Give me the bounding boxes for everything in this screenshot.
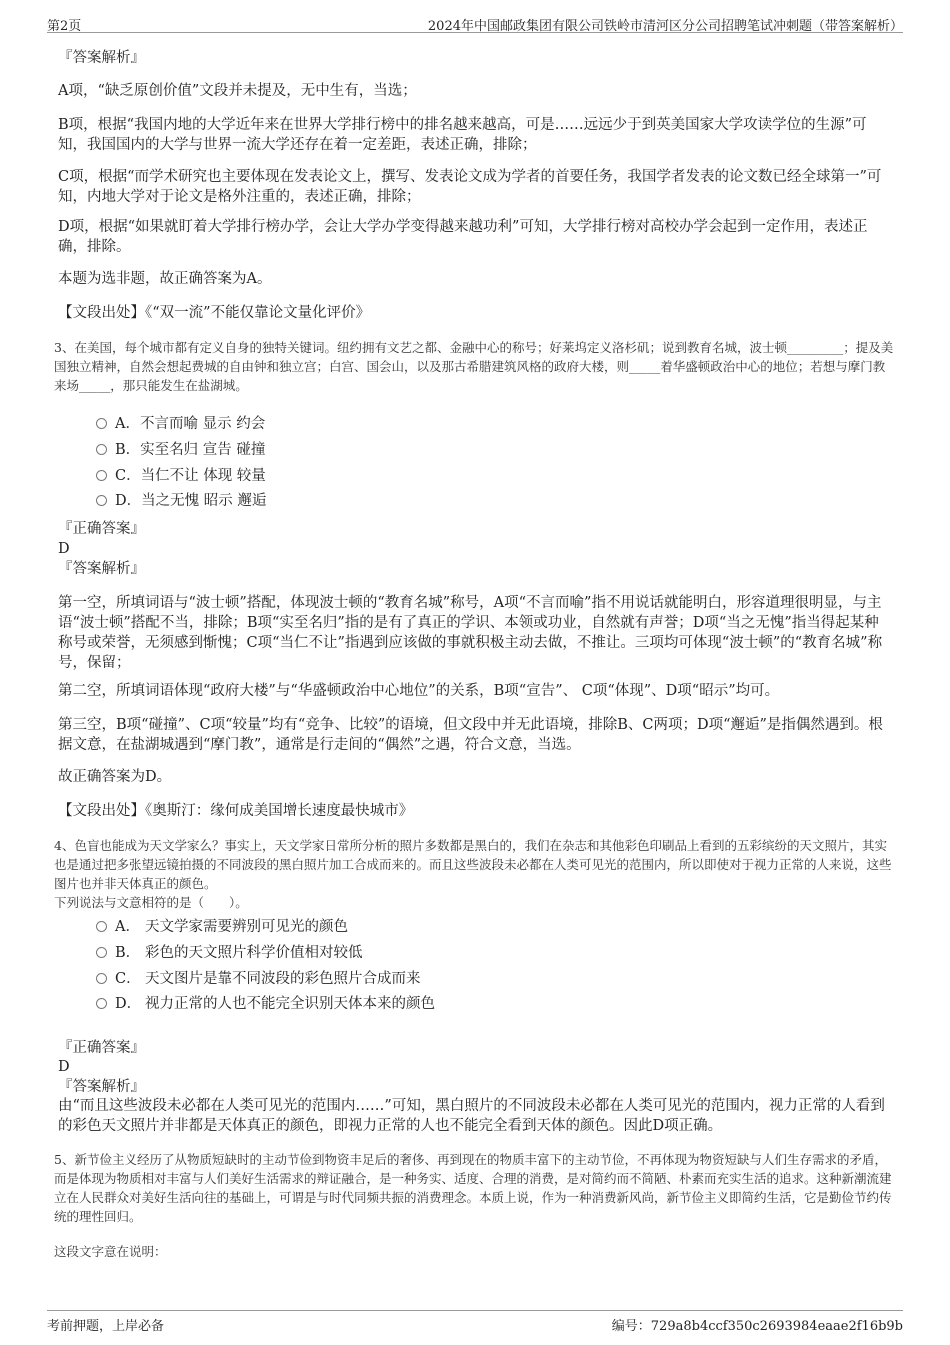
q4-option-a-text: 天文学家需要辨别可见光的颜色: [145, 919, 348, 935]
q2-analysis-label: 『答案解析』: [58, 50, 145, 66]
q4-option-b[interactable]: [96, 942, 363, 964]
q3-option-a-label: A．不言而喻 显示 约会: [115, 416, 266, 432]
radio-icon[interactable]: [96, 470, 107, 481]
footer-slogan: 考前押题，上岸必备: [47, 1319, 165, 1334]
q4-option-c-text: 天文图片是靠不同波段的彩色照片合成而来: [145, 971, 421, 987]
q3-stem: 3、在美国，每个城市都有定义自身的独特关键词。纽约拥有文艺之都、金融中心的称号；好莱坞定义洛杉矶；说到教育名城，波士顿_________；提及美国独立精神，自然会想起费城的自由钟和独立宫；白宫、国会山，以及那古希腊建筑风格的政府大楼，则_____着华盛顿政治中心的地位；若想与摩门教来场_____，那只能发生在盐湖城。: [54, 340, 894, 393]
q5-prompt: 这段文字意在说明：: [54, 1244, 167, 1259]
q3-analysis-label: 『答案解析』: [58, 561, 145, 577]
q4-stem: 4、色盲也能成为天文学家么？事实上，天文学家日常所分析的照片多数都是黑白的，我们在杂志和其他彩色印刷品上看到的五彩缤纷的天文照片，其实也是通过把多张望远镜拍摄的不同波段的黑白照片加工合成而来的。而且这些波段未必都在人类可见光的范围内，所以即使对于视力正常的人来说，这些图片也并非天体真正的颜色。: [54, 838, 892, 891]
document-title: 2024年中国邮政集团有限公司铁岭市清河区分公司招聘笔试冲刺题（带答案解析）: [427, 19, 903, 34]
q3-answer: D: [58, 541, 70, 557]
q4-option-b-letter: B．: [115, 945, 141, 961]
q2-analysis-d: D项，根据“如果就盯着大学排行榜办学，会让大学办学变得越来越功利”可知，大学排行榜对高校办学会起到一定作用，表述正确，排除。: [58, 219, 868, 255]
q3-option-b[interactable]: [96, 439, 265, 461]
q4-answer-label: 『正确答案』: [58, 1040, 145, 1056]
q3-answer-label: 『正确答案』: [58, 521, 145, 537]
radio-icon[interactable]: [96, 495, 107, 506]
q3-option-a[interactable]: [96, 413, 265, 435]
radio-icon[interactable]: [96, 973, 107, 984]
radio-icon[interactable]: [96, 998, 107, 1009]
q4-option-a[interactable]: [96, 916, 348, 938]
q3-option-c[interactable]: [96, 465, 266, 487]
q3-conclusion: 故正确答案为D。: [58, 769, 172, 785]
q4-prompt: 下列说法与文意相符的是（ ）。: [54, 895, 248, 910]
radio-icon[interactable]: [96, 444, 107, 455]
footer-serial: 编号：729a8b4ccf350c2693984eaae2f16b9b: [611, 1319, 903, 1334]
q3-option-d[interactable]: [96, 490, 266, 512]
q4-option-a-letter: A．: [115, 919, 140, 935]
page-footer: [47, 1310, 903, 1333]
q3-option-b-label: B．实至名归 宣告 碰撞: [115, 442, 266, 458]
page-number: 第2页: [47, 19, 82, 34]
q4-option-b-text: 彩色的天文照片科学价值相对较低: [145, 945, 363, 961]
q3-analysis-p1: 第一空，所填词语与“波士顿”搭配，体现波士顿的“教育名城”称号，A项“不言而喻”指不用说话就能明白，形容道理很明显，与主语“波士顿”搭配不当，排除；B项“实至名归”指的是有了真正的学识、本领或功业，自然就有声誉；D项“当之无愧”指当得起某种称号或荣誉，无须感到惭愧；C项“当仁不让”指遇到应该做的事就积极主动去做，不推让。三项均可体现“波士顿”的“教育名城”称号，保留；: [58, 595, 883, 671]
q3-source: 【文段出处】《奥斯汀：缘何成美国增长速度最快城市》: [58, 803, 414, 819]
q4-answer: D: [58, 1059, 70, 1075]
q4-option-d-letter: D．: [115, 996, 142, 1012]
q3-option-d-label: D．当之无愧 昭示 邂逅: [115, 493, 267, 509]
q2-analysis-c: C项，根据“而学术研究也主要体现在发表论文上，撰写、发表论文成为学者的首要任务，我国学者发表的论文数已经全球第一”可知，内地大学对于论文是格外注重的，表述正确，排除；: [58, 169, 882, 205]
q2-analysis-b: B项，根据“我国内地的大学近年来在世界大学排行榜中的排名越来越高，可是……远远少于到英美国家大学攻读学位的生源”可知，我国国内的大学与世界一流大学还存在着一定差距，表述正确，排除；: [58, 117, 867, 153]
q4-option-c-letter: C．: [115, 971, 141, 987]
q4-analysis: 由“而且这些波段未必都在人类可见光的范围内……”可知，黑白照片的不同波段未必都在人类可见光的范围内，视力正常的人看到的彩色天文照片并非都是天体真正的颜色，即视力正常的人也不能完全看到天体的颜色。因此D项正确。: [58, 1098, 885, 1134]
q4-option-d-text: 视力正常的人也不能完全识别天体本来的颜色: [145, 996, 435, 1012]
q5-stem: 5、新节俭主义经历了从物质短缺时的主动节俭到物资丰足后的奢侈、再到现在的物质丰富下的主动节俭，不再体现为物资短缺与人们生存需求的矛盾，而是体现为物质相对丰富与人们美好生活需求的辩证融合，是一种务实、适度、合理的消费，是对简约而不简陋、朴素而充实生活的追求。这种新潮流建立在人民群众对美好生活向往的基础上，可谓是与时代同频共振的消费理念。本质上说，作为一种消费新风尚，新节俭主义即简约生活，它是勤俭节约传统的理性回归。: [54, 1152, 892, 1224]
q3-analysis-p2: 第二空，所填词语体现“政府大楼”与“华盛顿政治中心地位”的关系，B项“宣告”、 C项“体现”、D项“昭示”均可。: [58, 683, 780, 699]
q4-analysis-label: 『答案解析』: [58, 1079, 145, 1095]
radio-icon[interactable]: [96, 418, 107, 429]
q2-conclusion: 本题为选非题，故正确答案为A。: [58, 271, 272, 287]
radio-icon[interactable]: [96, 921, 107, 932]
q4-option-c[interactable]: [96, 968, 421, 990]
page-header: [47, 12, 903, 33]
q2-source: 【文段出处】《“双一流”不能仅靠论文量化评价》: [58, 305, 371, 321]
q3-option-c-label: C．当仁不让 体现 较量: [115, 468, 266, 484]
radio-icon[interactable]: [96, 947, 107, 958]
q2-analysis-a: A项，“缺乏原创价值”文段并未提及，无中生有，当选；: [58, 83, 417, 99]
q3-analysis-p3: 第三空，B项“碰撞”、C项“较量”均有“竞争、比较”的语境，但文段中并无此语境，排除B、C两项；D项“邂逅”是指偶然遇到。根据文意，在盐湖城遇到“摩门教”，通常是行走间的“偶然”之遇，符合文意，当选。: [58, 717, 883, 753]
q4-option-d[interactable]: [96, 993, 435, 1015]
